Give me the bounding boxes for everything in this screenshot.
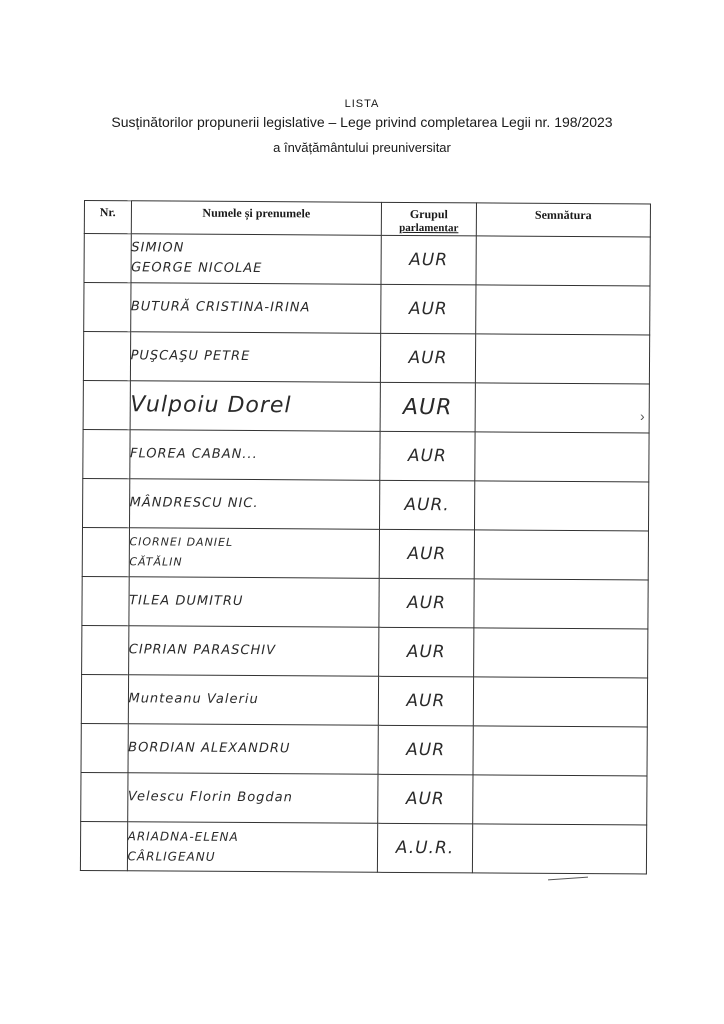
- row-name: Vulpoiu Dorel: [130, 381, 381, 432]
- row-nr: [81, 674, 128, 723]
- column-header-group: [382, 202, 477, 236]
- row-signature: [474, 579, 649, 629]
- row-name: TILEA DUMITRU: [128, 577, 379, 628]
- row-nr: [82, 625, 129, 674]
- row-name: PUŞCAŞU PETRE: [130, 332, 381, 383]
- table-row: [80, 821, 646, 873]
- row-name: BORDIAN ALEXANDRU: [128, 724, 379, 775]
- row-group: AUR: [379, 578, 474, 628]
- row-group: AUR: [379, 676, 474, 726]
- table-header-row: [84, 201, 650, 237]
- row-group: AUR: [379, 529, 474, 579]
- document-header: [0, 96, 724, 156]
- row-name: MÂNDRESCU NIC.: [129, 479, 380, 530]
- table-row: [84, 283, 650, 335]
- row-signature: [474, 481, 649, 531]
- table-row: [82, 478, 648, 530]
- row-name: ARIADNA-ELENA CÂRLIGEANU: [127, 822, 378, 873]
- row-nr: [82, 478, 129, 527]
- row-nr: [81, 772, 128, 821]
- row-signature: [473, 628, 648, 678]
- row-group: A.U.R.: [378, 823, 473, 873]
- table-row: [81, 772, 647, 824]
- table-row: [81, 723, 647, 775]
- column-header-name: Numele și prenumele: [131, 201, 382, 236]
- row-group: AUR: [378, 774, 473, 824]
- table-row: [83, 429, 649, 481]
- row-group: AUR.: [380, 480, 475, 530]
- row-group: AUR: [381, 235, 476, 285]
- row-name: Velescu Florin Bogdan: [127, 773, 378, 824]
- row-nr: [84, 234, 131, 283]
- list-heading: LISTA: [344, 98, 380, 110]
- row-group: AUR: [381, 333, 476, 383]
- group-header-line1: Grupul: [409, 206, 448, 222]
- row-nr: [83, 380, 130, 429]
- row-name: CIORNEI DANIEL CĂTĂLIN: [129, 528, 380, 579]
- table-row: [82, 527, 648, 579]
- margin-stroke: [548, 877, 588, 881]
- table-row: [82, 576, 648, 628]
- row-nr: [81, 723, 128, 772]
- row-signature: [475, 285, 650, 335]
- table-row: [82, 625, 648, 677]
- row-signature: [474, 432, 649, 482]
- row-name: SIMION GEORGE NICOLAE: [131, 234, 382, 285]
- row-nr: [82, 576, 129, 625]
- row-name: CIPRIAN PARASCHIV: [128, 626, 379, 677]
- margin-mark: ›: [640, 408, 645, 424]
- table-row: [81, 674, 647, 726]
- column-header-signature: Semnătura: [476, 203, 650, 237]
- row-nr: [84, 283, 131, 332]
- table-row: [84, 234, 650, 286]
- row-nr: [83, 429, 130, 478]
- row-signature: [474, 530, 649, 580]
- row-signature: [475, 383, 650, 433]
- row-nr: [82, 527, 129, 576]
- row-name: Munteanu Valeriu: [128, 675, 379, 726]
- row-name: FLOREA CABAN...: [129, 430, 380, 481]
- row-group: AUR: [380, 431, 475, 481]
- row-group: AUR: [381, 284, 476, 334]
- document-subtitle: a învățământului preuniversitar: [273, 140, 451, 155]
- row-signature: [476, 236, 651, 286]
- signature-table: [80, 200, 651, 874]
- table-row: [83, 380, 649, 432]
- row-signature: [472, 775, 647, 825]
- row-nr: [83, 332, 130, 381]
- row-signature: [473, 677, 648, 727]
- row-nr: [80, 821, 127, 870]
- row-signature: [473, 726, 648, 776]
- row-group: AUR: [379, 627, 474, 677]
- table-row: [83, 332, 649, 384]
- column-header-nr: Nr.: [84, 201, 131, 234]
- row-name: BUTURĂ CRISTINA-IRINA: [130, 283, 381, 334]
- row-signature: [472, 824, 647, 874]
- row-signature: [475, 334, 650, 384]
- row-group: AUR: [380, 382, 475, 432]
- row-group: AUR: [378, 725, 473, 775]
- group-header-line2: parlamentar: [399, 221, 459, 235]
- document-title: Susținătorilor propunerii legislative – Lege privind completarea Legii nr. 198/2023: [111, 114, 613, 130]
